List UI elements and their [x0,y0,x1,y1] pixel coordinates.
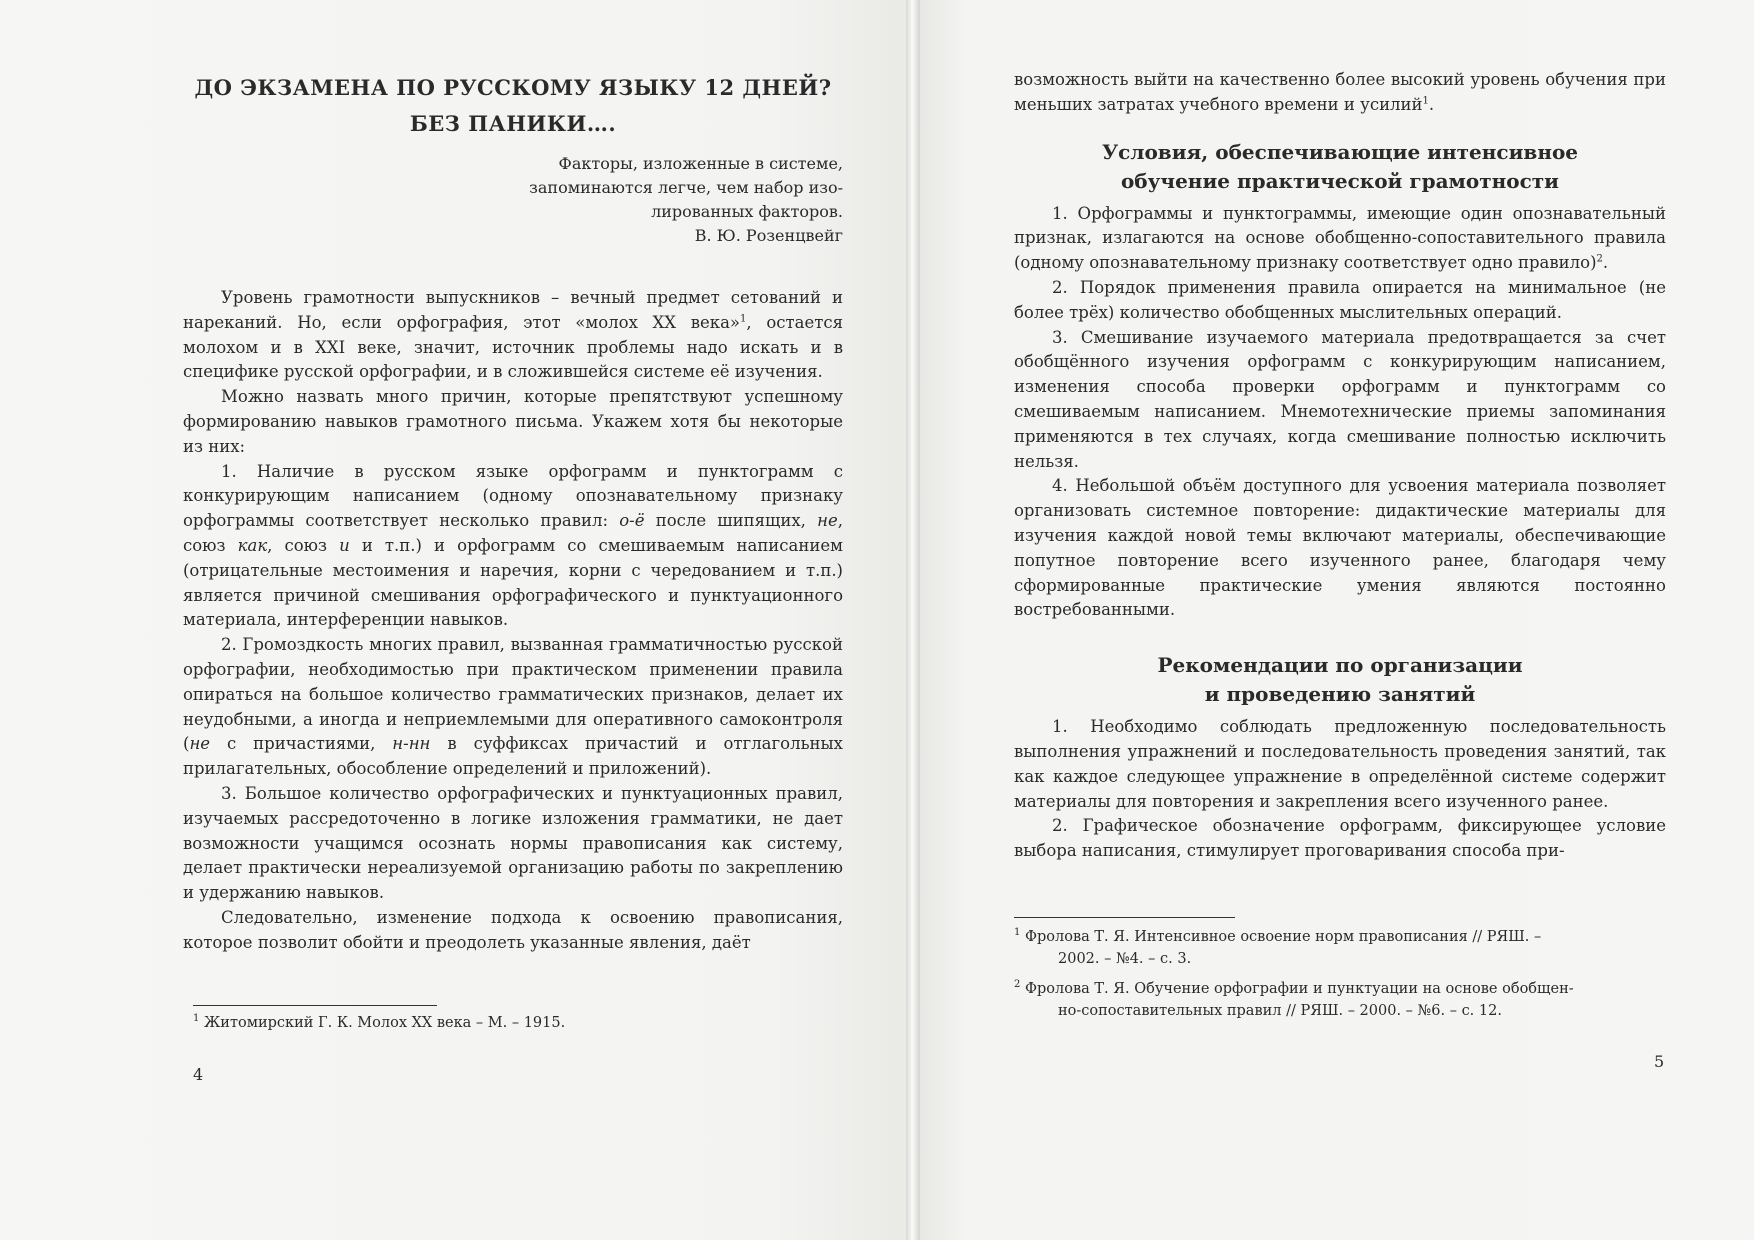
paragraph-condition-3: 3. Смешивание изучаемого материала предотвращается за счет обобщённого изучения орфограмм с конкурирующим написанием, изменения способа проверки орфограмм и пунктограмм со смешиваемым написанием. Мнемотехнические приемы запоминания применяются в тех случаях, когда смешивание полностью исключить нельзя. [1014,327,1666,471]
footnote-number: 1 [193,1013,200,1025]
footnote-number: 2 [1014,979,1021,991]
italic-term: как [237,535,268,555]
paragraph-reason-2 [183,633,843,782]
footnote-text: 2002. – №4. – с. 3. [1058,951,1192,967]
left-page-content [183,70,843,956]
paragraph-continuation [1014,68,1666,118]
paragraph-reasons: Можно назвать много причин, которые препятствуют успешному формированию навыков грамотного письма. Укажем хотя бы некоторые из них: [183,387,843,456]
paragraph-text: после шипящих, [644,511,818,531]
paragraph-reason-3: 3. Большое количество орфографических и пунктуационных правил, изучаемых рассредоточенно в логике изложения грамматики, не дает возможности учащимся осознать нормы правописания как систему, делает практически нереализуемой организацию работы по закреплению и удержанию навыков. [183,783,843,903]
paragraph-text: Уровень грамотности выпускников – вечный предмет сетований и нареканий. Но, если орфография, этот «молох XX века» [183,288,843,332]
epigraph-line-3: лированных факторов. [651,202,843,221]
book-gutter [906,0,920,1240]
paragraph-intro [183,286,843,385]
paragraph-text: 1. Наличие в русском языке орфограмм и пунктограмм с конкурирующим написанием (одному опознавательному признаку орфограммы соответствует несколько правил: [183,461,843,531]
epigraph-author: В. Ю. Розенцвейг [694,226,843,245]
footnote-ref: 2 [1596,253,1603,265]
page-number-right: 5 [1654,1052,1665,1071]
paragraph-condition-2: 2. Порядок применения правила опирается на минимальное (не более трёх) количество обобщенных мыслительных операций. [1014,277,1666,322]
paragraph-text: и т.п.) и орфограмм со смешиваемым написанием (отрицательные местоимения и наречия, корни с чередованием и т.п.) является причиной смешивания орфографического и пунктуационного материала, интерференции навыков. [183,535,843,630]
paragraph-text: с причастиями, [210,734,393,754]
section-title-conditions [1014,138,1666,196]
section-title-line-2: и проведению занятий [1204,682,1476,707]
footnote-divider [1014,917,1235,918]
paragraph-condition-4: 4. Небольшой объём доступного для усвоения материала позволяет организовать системное повторение: дидактические материалы для изучения каждой новой темы включают материалы, обеспечивающие попутное повторение всего изученного ранее, благодаря чему сформированные практические умения являются постоянно востребованными. [1014,476,1666,620]
footnote-1-right [1014,926,1666,970]
footnote-number: 1 [1014,927,1021,939]
chapter-title [183,70,843,142]
paragraph-text: 1. Орфограммы и пунктограммы, имеющие один опознавательный признак, излагаются на основе обобщенно-сопоставительного правила (одному опознавательному признаку соответствует одно правило) [1014,203,1666,273]
footnote-2-right [1014,978,1666,1022]
section-title-line-1: Условия, обеспечивающие интенсивное [1101,139,1579,164]
paragraph-text: , союз [183,511,843,555]
footnote-text: Житомирский Г. К. Молох XX века – М. – 1915. [203,1015,566,1031]
italic-term: не [817,511,838,531]
footnote-ref: 1 [740,313,747,325]
footnote-text: Фролова Т. Я. Обучение орфографии и пунктуации на основе обобщен- [1024,981,1574,997]
chapter-title-line-1: ДО ЭКЗАМЕНА ПО РУССКОМУ ЯЗЫКУ 12 ДНЕЙ? [194,75,832,100]
footnote-divider [193,1005,437,1006]
paragraph-text: . [1602,253,1609,273]
right-page-content [1014,68,1666,864]
epigraph-line-1: Факторы, изложенные в системе, [558,154,843,173]
section-title-line-2: обучение практической грамотности [1120,168,1560,193]
chapter-title-line-2: БЕЗ ПАНИКИ…. [409,111,617,136]
italic-term: о-ё [619,511,645,531]
paragraph-condition-1 [1014,202,1666,276]
paragraph-recommendation-2: 2. Графическое обозначение орфограмм, фиксирующее условие выбора написания, стимулирует проговаривания способа при- [1014,816,1666,861]
epigraph [183,152,843,248]
paragraph-recommendation-1: 1. Необходимо соблюдать предложенную последовательность выполнения упражнений и последовательность проведения занятий, так как каждое следующее упражнение в определённой системе содержит материалы для повторения и закрепления всего изученного ранее. [1014,717,1666,811]
paragraph-text: , остается молохом и в XXI веке, значит, источник проблемы надо искать и в специфике русской орфографии, и в сложившейся системе её изучения. [183,312,843,382]
paragraph-text: , союз [267,535,340,555]
epigraph-line-2: запоминаются легче, чем набор изо- [529,178,843,197]
paragraph-conclusion: Следовательно, изменение подхода к освоению правописания, которое позволит обойти и преодолеть указанные явления, даёт [183,907,843,952]
paragraph-text: . [1428,94,1435,114]
paragraph-reason-1 [183,460,843,634]
page-number-left: 4 [193,1065,204,1084]
footnote-text: Фролова Т. Я. Интенсивное освоение норм правописания // РЯШ. – [1024,929,1542,945]
paragraph-text: в суффиксах причастий и отглагольных прилагательных, обособление определений и приложений). [183,734,843,779]
paragraph-text: 2. Громоздкость многих правил, вызванная грамматичностью русской орфографии, необходимостью при практическом применении правила опираться на большое количество грамматических признаков, делает их неудобными, а иногда и неприемлемыми для оперативного самоконтроля ( [183,635,843,754]
footnote-text: но-сопоставительных правил // РЯШ. – 2000. – №6. – с. 12. [1058,1003,1502,1019]
footnote-1-left [193,1012,843,1034]
section-title-line-1: Рекомендации по организации [1157,653,1523,678]
italic-term: н-нн [392,734,431,754]
footnote-ref: 1 [1422,95,1429,107]
italic-term: и [339,535,350,555]
section-title-recommendations [1014,651,1666,709]
italic-term: не [189,734,211,754]
paragraph-text: возможность выйти на качественно более высокий уровень обучения при меньших затратах учебного времени и усилий [1014,70,1666,114]
